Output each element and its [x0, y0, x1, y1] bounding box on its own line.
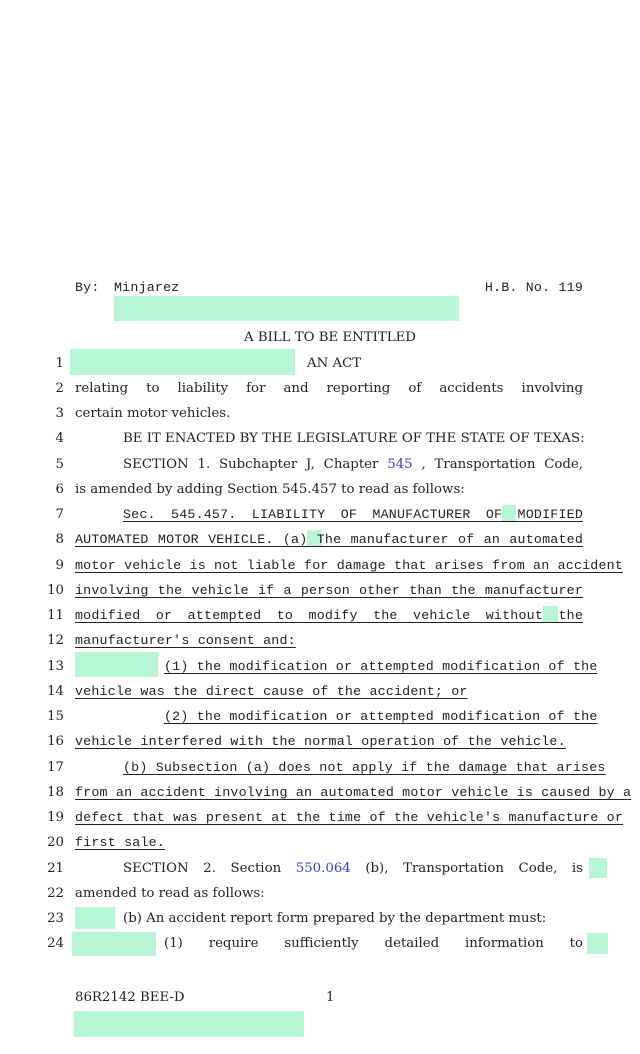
line-number: 8: [55, 532, 64, 547]
added-text-line: AUTOMATED MOTOR VEHICLE. (a) The manufacturer of an automated: [75, 532, 583, 547]
added-text-line: (b) Subsection (a) does not apply if the damage that arises: [123, 760, 606, 775]
added-text-line: vehicle was the direct cause of the accident; or: [75, 684, 468, 699]
added-text-line: (2) the modification or attempted modification of the: [164, 709, 598, 724]
line-number: 20: [47, 835, 64, 850]
added-text-line: manufacturer's consent and:: [75, 633, 296, 648]
line-number: 5: [55, 457, 64, 472]
line-number: 22: [47, 886, 64, 901]
bill-number: H.B. No. 119: [484, 280, 583, 295]
added-text-line: defect that was present at the time of the vehicle's manufacture or: [75, 810, 624, 825]
line-number: 9: [55, 558, 64, 573]
line-number: 17: [47, 760, 64, 775]
act-heading: AN ACT: [307, 356, 362, 371]
highlight-box: [589, 858, 607, 878]
line-number: 19: [47, 810, 64, 825]
section-1-text-cont: , Transportation Code,: [421, 457, 583, 472]
page-number: 1: [326, 990, 335, 1005]
highlight-box: [74, 1011, 304, 1037]
line-number: 21: [47, 861, 64, 876]
line-number: 15: [47, 709, 64, 724]
line-number: 4: [55, 431, 64, 446]
section-2-text-cont: (b), Transportation Code, is: [365, 861, 583, 876]
line-number: 14: [47, 684, 64, 699]
document-code: 86R2142 BEE-D: [75, 990, 185, 1005]
added-text-line: involving the vehicle if a person other than the manufacturer: [75, 583, 583, 598]
line-number: 1: [55, 356, 64, 371]
section-1-text: SECTION 1. Subchapter J, Chapter: [123, 457, 388, 472]
added-text-line: motor vehicle is not liable for damage that arises from an accident: [75, 558, 624, 573]
by-label: By:: [75, 280, 100, 295]
bill-text-line: is amended by adding Section 545.457 to read as follows:: [75, 482, 465, 497]
highlight-box: [70, 349, 295, 375]
line-number: 12: [47, 633, 64, 648]
added-text-line: vehicle interfered with the normal operation of the vehicle.: [75, 734, 566, 749]
line-number: 16: [47, 734, 64, 749]
section-2-text: SECTION 2. Section: [123, 861, 296, 876]
bill-text-line: amended to read as follows:: [75, 886, 265, 901]
line-number: 11: [47, 608, 64, 623]
section-550-064-link[interactable]: 550.064: [295, 861, 351, 876]
bill-text-line: (b) An accident report form prepared by the department must:: [123, 911, 547, 926]
added-text-line: first sale.: [75, 835, 165, 850]
highlight-box: [587, 933, 608, 954]
line-number: 24: [47, 936, 64, 951]
chapter-545-link[interactable]: 545: [387, 457, 413, 472]
line-number: 3: [55, 406, 64, 421]
author-name: Minjarez: [114, 280, 180, 295]
line-number: 10: [47, 583, 64, 598]
line-number: 6: [55, 482, 64, 497]
bill-text-line: certain motor vehicles.: [75, 406, 231, 421]
added-text-line: Sec. 545.457. LIABILITY OF MANUFACTURER OF MODIFIED: [123, 507, 583, 522]
bill-text-line: [75, 458, 583, 471]
line-number: 13: [47, 659, 64, 674]
bill-text-line: relating to liability for and reporting of accidents involving: [75, 381, 583, 396]
line-number: 23: [47, 911, 64, 926]
line-number: 7: [55, 507, 64, 522]
added-text-line: from an accident involving an automated motor vehicle is caused by a: [75, 785, 632, 800]
line-number: 2: [55, 381, 64, 396]
line-number: 18: [47, 785, 64, 800]
highlight-box: [114, 296, 459, 321]
added-text-line: modified or attempted to modify the vehicle without the: [75, 608, 583, 623]
bill-text-line: [75, 862, 583, 875]
added-text-line: (1) the modification or attempted modification of the: [164, 659, 598, 674]
bill-text-line: (1) require sufficiently detailed information to: [164, 936, 583, 951]
enacting-clause: BE IT ENACTED BY THE LEGISLATURE OF THE STATE OF TEXAS:: [123, 431, 585, 446]
bill-entitled-heading: A BILL TO BE ENTITLED: [244, 330, 416, 345]
